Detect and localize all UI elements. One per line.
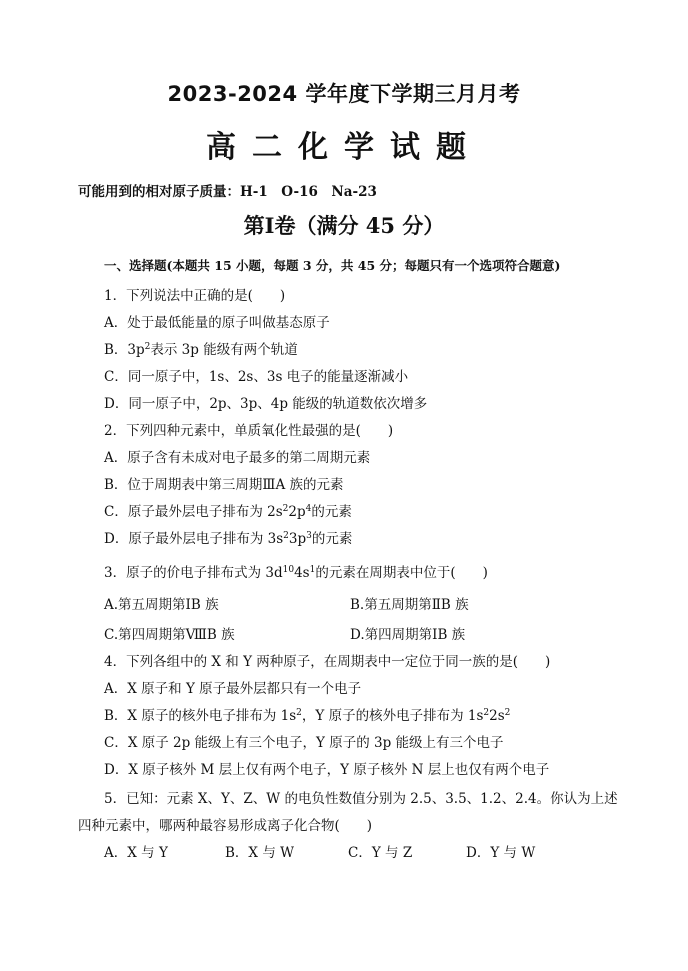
q1-option-b [104,341,298,359]
q2-option-c [104,503,352,521]
q1-option-d: D．同一原子中，2p、3p、4p 能级的轨道数依次增多 [104,396,428,412]
q3-option-b: B.第五周期第ⅡB 族 [350,597,469,613]
exam-title: 2023-2024 学年度下学期三月月考 [167,82,521,106]
q4-b-text: B．X 原子的核外电子排布为 1s [104,708,297,724]
q4-option-d: D．X 原子核外 M 层上仅有两个电子，Y 原子核外 N 层上也仅有两个电子 [104,762,550,778]
q5-stem-line1: 5．已知：元素 X、Y、Z、W 的电负性数值分别为 2.5、3.5、1.2、2.4。你认为上述 [104,791,618,807]
q2-d-sup1: 2 [283,531,289,541]
q2-d-mid: 3p [288,531,307,547]
q4-stem: 4．下列各组中的 X 和 Y 两种原子，在周期表中一定位于同一族的是( ) [104,654,551,670]
q5-option-c: C．Y 与 Z [348,845,413,861]
q4-b-sup1: 2 [296,708,302,718]
q5-option-d: D．Y 与 W [466,845,536,861]
q3-option-a: A.第五周期第ⅠB 族 [104,597,219,613]
q1-option-c: C．同一原子中，1s、2s、3s 电子的能量逐渐减小 [104,369,409,385]
q2-option-d [104,530,352,548]
q3-option-c: C.第四周期第ⅧB 族 [104,627,235,643]
atomic-mass-note: 可能用到的相对原子质量：H-1 O-16 Na-23 [78,184,377,200]
q2-d-sup2: 3 [306,531,312,541]
section-instructions: 一、选择题(本题共 15 小题，每题 3 分，共 45 分；每题只有一个选项符合题意) [104,258,561,273]
q4-option-c: C．X 原子 2p 能级上有三个电子，Y 原子的 3p 能级上有三个电子 [104,735,504,751]
q1-stem: 1．下列说法中正确的是( ) [104,288,286,304]
q2-c-mid: 2p [288,504,306,520]
q2-stem: 2．下列四种元素中，单质氧化性最强的是( ) [104,423,394,439]
q4-option-b [104,707,510,725]
q4-option-a: A．X 原子和 Y 原子最外层都只有一个电子 [104,681,362,697]
q1-b-text: B．3p [104,342,145,358]
q1-option-a: A．处于最低能量的原子叫做基态原子 [104,315,330,331]
subject-title: 高二化学试题 [206,130,482,165]
section-title: 第Ⅰ卷（满分 45 分） [243,213,445,238]
q2-option-b: B．位于周期表中第三周期ⅢA 族的元素 [104,477,344,493]
q3-stem-sup1: 10 [282,565,295,575]
q4-b-sup2: 2 [483,708,490,718]
q4-b-mid2: 2s [489,708,505,724]
q3-stem-text: 3．原子的价电子排布式为 3d [104,565,283,581]
q2-c-text: C．原子最外层电子排布为 2s [104,504,283,520]
q3-option-d: D.第四周期第ⅠB 族 [350,627,466,643]
q2-c-sup1: 2 [282,504,289,514]
q5-option-b: B．X 与 W [225,845,294,861]
q4-b-sup3: 2 [504,708,511,718]
q2-c-sup2: 4 [305,504,312,514]
q2-d-post: 的元素 [311,531,353,547]
q2-d-text: D．原子最外层电子排布为 3s [104,531,284,547]
q3-stem [104,564,488,582]
q2-c-post: 的元素 [311,504,352,520]
q3-stem-post: 的元素在周期表中位于( ) [315,565,488,581]
q3-stem-mid: 4s [294,565,310,581]
q5-option-a: A．X 与 Y [104,845,168,861]
q1-b-sup: 2 [144,342,151,352]
q4-b-mid: ，Y 原子的核外电子排布为 1s [301,708,484,724]
q2-option-a: A．原子含有未成对电子最多的第二周期元素 [104,450,371,466]
q5-stem-line2: 四种元素中，哪两种最容易形成离子化合物( ) [78,818,373,834]
q1-b-text-rest: 表示 3p 能级有两个轨道 [150,342,298,358]
q3-stem-sup2: 1 [309,565,316,575]
